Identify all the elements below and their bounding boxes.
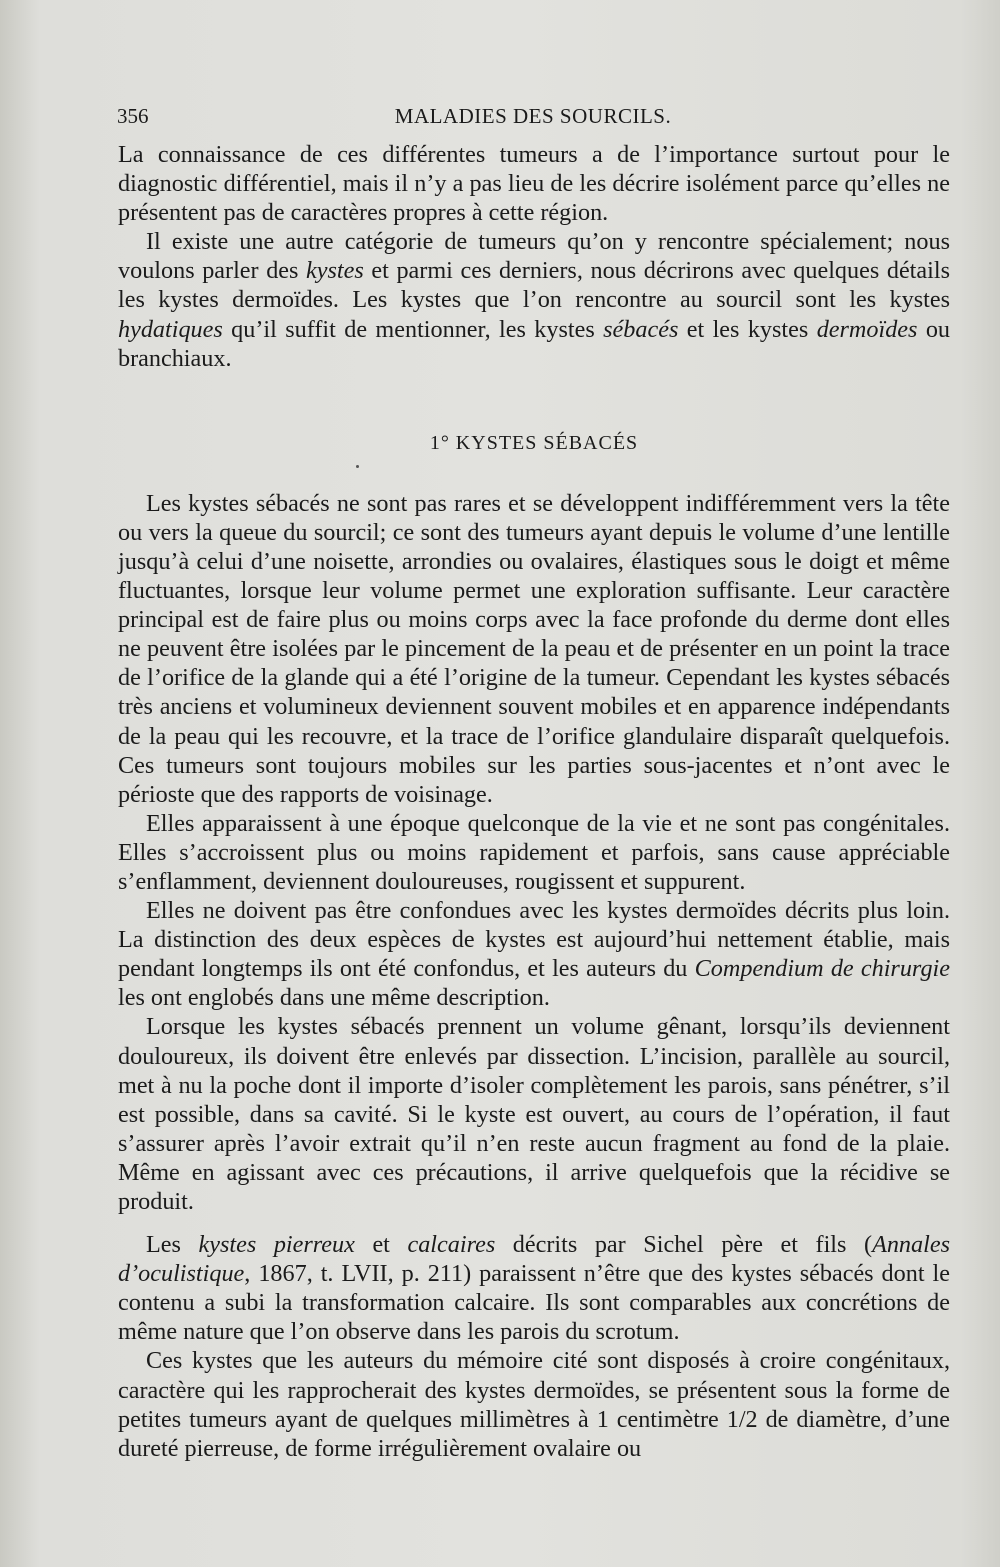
text-run: Elles ne doivent pas être confondues avec les kystes dermoïdes décrits plus loin. La distinction des deux espèces de kystes est aujourd’hui nettement établie, mais pendant longtemps ils ont été confondus, et les auteurs du	[118, 897, 950, 983]
text-run: Il existe une autre catégorie de tumeurs qu’on y rencontre spécialement; nous voulons parler des	[118, 228, 950, 285]
italic-term-kystes: kystes	[306, 257, 364, 285]
section-heading: 1° KYSTES SÉBACÉS	[429, 431, 639, 454]
italic-citation-compendium: Compendium de chirurgie	[694, 955, 950, 983]
text-run: qu’il suffit de mentionner, les kystes	[222, 315, 604, 343]
text-run: et parmi ces derniers, nous décrirons avec quelques détails les kystes dermoïdes. Les kystes que l’on rencontre au sourcil sont les kystes	[118, 257, 950, 314]
section-paragraph-4: Lorsque les kystes sébacés prennent un volume gênant, lorsqu’ils deviennent douloureux, ils doivent être enlevés par dissection. L’incision, parallèle au sourcil, met à nu la poche dont il importe d’isoler complètement les parois, sans pénétrer, s’il est possible, dans sa cavité. Si le kyste est ouvert, au cours de l’opération, il faut s’assurer après l’avoir extrait qu’il n’en reste aucun fragment au fond de la plaie. Même en agissant avec ces précautions, il arrive quelquefois que la récidive se produit.	[118, 1013, 950, 1215]
section-paragraph-5	[118, 1230, 950, 1346]
text-run: et les kystes	[678, 315, 817, 343]
running-title: MALADIES DES SOURCILS.	[394, 104, 672, 128]
italic-term-calcaires: calcaires	[407, 1231, 496, 1259]
italic-term-hydatiques: hydatiques	[118, 315, 223, 343]
italic-term-kystes-pierreux: kystes pierreux	[198, 1231, 355, 1259]
running-head	[117, 104, 949, 134]
section-paragraph-3	[118, 896, 950, 1012]
page-number: 356	[117, 104, 149, 128]
intro-paragraph-2	[118, 227, 950, 372]
section-paragraph-6: Ces kystes que les auteurs du mémoire cité sont disposés à croire congénitaux, caractère qui les rapprocherait des kystes dermoïdes, se présentent sous la forme de petites tumeurs ayant de quelques millimètres à 1 centimètre 1/2 de diamètre, d’une dureté pierreuse, de forme irrégulièrement ovalaire ou	[118, 1347, 950, 1462]
italic-citation-annales: Annales d’oculistique	[118, 1231, 950, 1288]
text-run: , 1867, t. LVII, p. 211) paraissent n’être que des kystes sébacés dont le contenu a subi la transformation calcaire. Ils sont comparables aux concrétions de même nature que l’on observe dans les parois du scrotum.	[118, 1260, 950, 1346]
italic-term-dermoides: dermoïdes	[816, 315, 918, 343]
intro-paragraph-1: La connaissance de ces différentes tumeurs a de l’importance surtout pour le diagnostic différentiel, mais il n’y a pas lieu de les décrire isolément parce qu’elles ne présentent pas de caractères propres à cette région.	[118, 141, 950, 227]
italic-term-sebaces: sébacés	[603, 315, 679, 343]
body-text	[118, 140, 950, 1463]
section-paragraph-2: Elles apparaissent à une époque quelconque de la vie et ne sont pas congénitales. Elles s’accroissent plus ou moins rapidement et parfois, sans cause appréciable s’enflamment, deviennent douloureuses, rougissent et suppurent.	[118, 809, 950, 895]
section-paragraph-1: Les kystes sébacés ne sont pas rares et se développent indifféremment vers la tête ou vers la queue du sourcil; ce sont des tumeurs ayant depuis le volume d’une lentille jusqu’à celui d’une noisette, arrondies ou ovalaires, élastiques sous le doigt et même fluctuantes, lorsque leur volume permet une exploration suffisante. Leur caractère principal est de faire plus ou moins corps avec la face profonde du derme dont elles ne peuvent être isolées par le pincement de la peau et de présenter en un point la trace de l’orifice de la glande qui a été l’origine de la tumeur. Cependant les kystes sébacés très anciens et volumineux deviennent souvent mobiles et en apparence indépendants de la peau qui les recouvre, et la trace de l’orifice glandulaire disparaît quelquefois. Ces tumeurs sont toujours mobiles sur les parties sous-jacentes et n’ont avec le périoste que des rapports de voisinage.	[118, 489, 950, 808]
text-run: ou branchiaux.	[118, 315, 951, 372]
text-run: les ont englobés dans une même description.	[118, 984, 550, 1012]
text-run: Les	[146, 1231, 199, 1259]
text-run: décrits par Sichel père et fils (	[495, 1231, 873, 1259]
text-run: et	[354, 1231, 408, 1259]
